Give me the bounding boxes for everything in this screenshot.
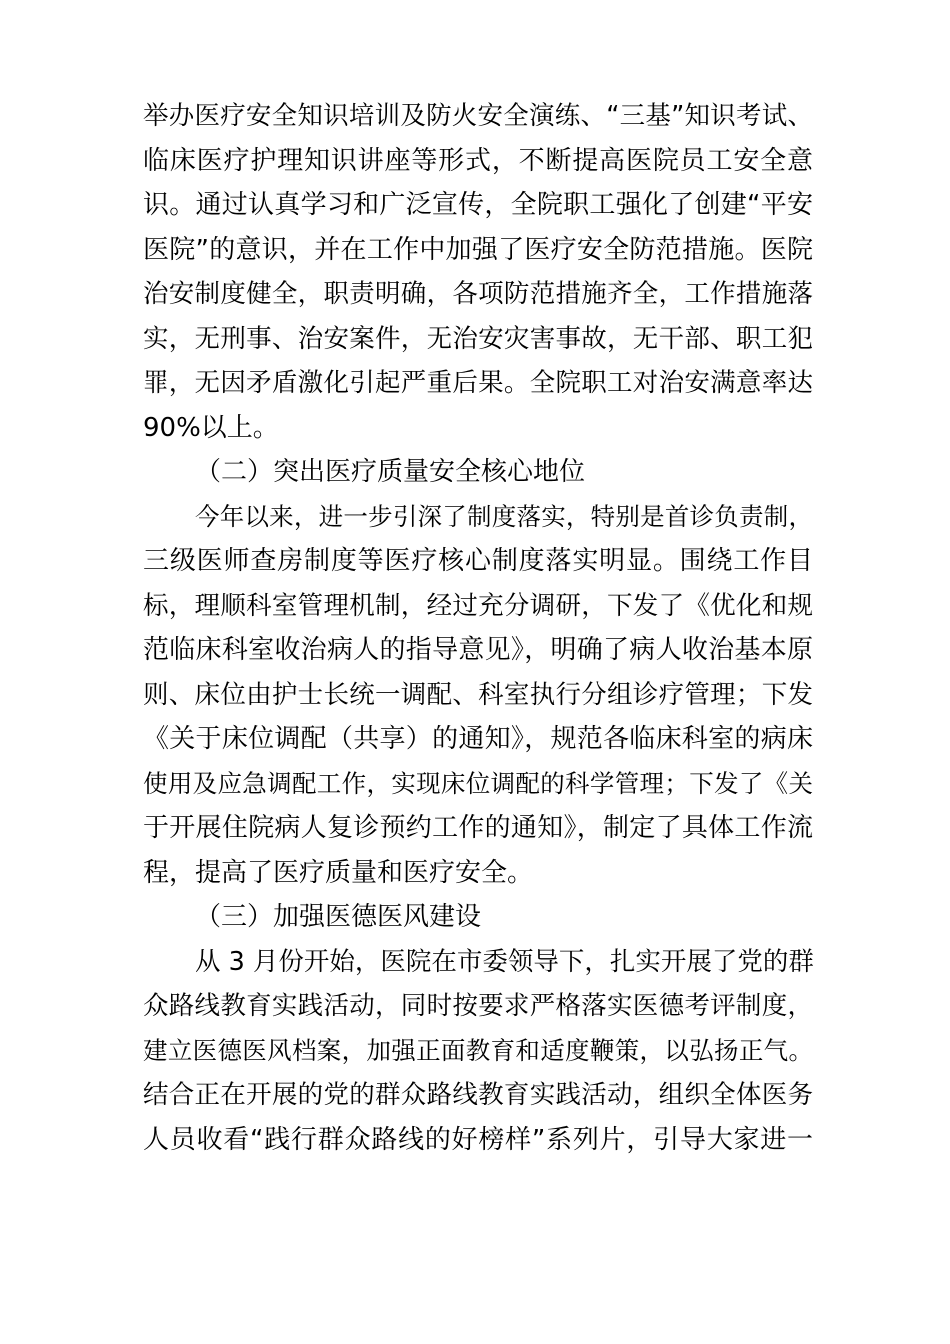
- body-text-line: 90%以上。: [143, 413, 279, 443]
- body-text-line: 程，提高了医疗质量和医疗安全。: [143, 858, 534, 888]
- body-text-line: 举办医疗安全知识培训及防火安全演练、“三基”知识考试、: [143, 101, 813, 131]
- body-text-line: 临床医疗护理知识讲座等形式，不断提高医院员工安全意: [143, 146, 813, 176]
- body-text-line: 人员收看“践行群众路线的好榜样”系列片，引导大家进一: [143, 1125, 813, 1155]
- body-text-line: 建立医德医风档案，加强正面教育和适度鞭策，以弘扬正气。: [143, 1036, 813, 1065]
- body-text-line: 罪，无因矛盾激化引起严重后果。全院职工对治安满意率达: [143, 368, 813, 398]
- section-heading-2: （二）突出医疗质量安全核心地位: [195, 457, 586, 487]
- paragraph-first-line: 今年以来，进一步引深了制度落实，特别是首诊负责制，: [195, 502, 813, 531]
- body-text-line: 识。通过认真学习和广泛宣传，全院职工强化了创建“平安: [143, 190, 813, 220]
- body-text-line: 结合正在开展的党的群众路线教育实践活动，组织全体医务: [143, 1080, 813, 1110]
- body-text-line: 医院”的意识，并在工作中加强了医疗安全防范措施。医院: [143, 235, 813, 265]
- body-text-line: 于开展住院病人复诊预约工作的通知》，制定了具体工作流: [143, 813, 813, 843]
- section-heading-3: （三）加强医德医风建设: [195, 902, 482, 932]
- body-text-line: 使用及应急调配工作，实现床位调配的科学管理；下发了《关: [143, 769, 813, 798]
- paragraph-first-line: 从 3 月份开始，医院在市委领导下，扎实开展了党的群: [195, 947, 814, 977]
- body-text-line: 实，无刑事、治安案件，无治安灾害事故，无干部、职工犯: [143, 324, 813, 354]
- body-text-line: 三级医师查房制度等医疗核心制度落实明显。围绕工作目: [143, 546, 813, 576]
- body-text-line: 则、床位由护士长统一调配、科室执行分组诊疗管理；下发: [143, 680, 813, 710]
- body-text-line: 治安制度健全，职责明确，各项防范措施齐全，工作措施落: [143, 279, 813, 309]
- body-text-line: 范临床科室收治病人的指导意见》，明确了病人收治基本原: [143, 635, 813, 665]
- body-text-line: 众路线教育实践活动，同时按要求严格落实医德考评制度，: [143, 991, 813, 1021]
- body-text-line: 标，理顺科室管理机制，经过充分调研，下发了《优化和规: [143, 591, 813, 621]
- body-text-line: 《关于床位调配（共享）的通知》，规范各临床科室的病床: [143, 724, 813, 754]
